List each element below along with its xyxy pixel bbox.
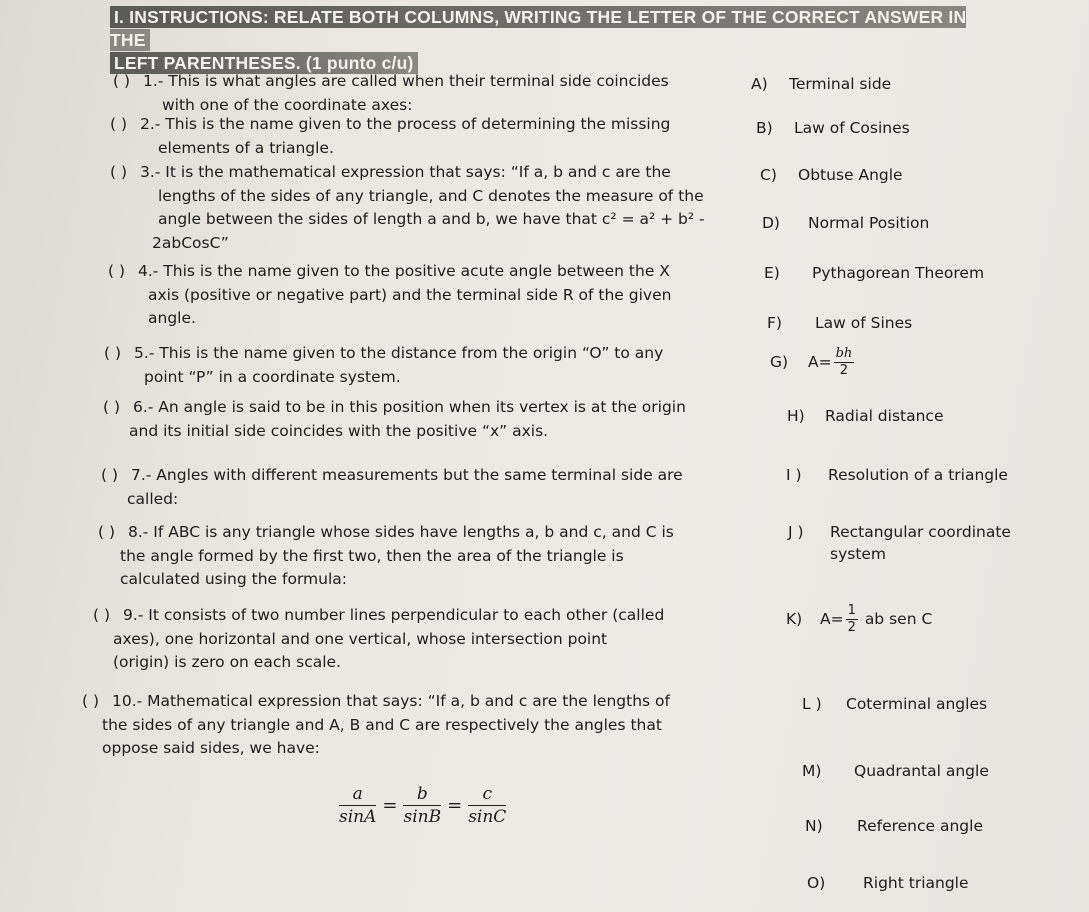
answer-I: I ) Resolution of a triangle	[786, 466, 1008, 484]
fraction-1-over-2: $\frac{1}{2}$	[847, 603, 856, 635]
answer-parenthesis[interactable]: ( )	[108, 262, 126, 280]
answer-parenthesis[interactable]: ( )	[110, 115, 128, 133]
question-5: ( ) 5.- This is the name given to the distance from the origin “O” to any point “P” in a coordinate system.	[104, 344, 664, 386]
question-9: ( ) 9.- It consists of two number lines perpendicular to each other (called axes), one horizontal and one vertical, whose intersection point (origin) is zero on each scale.	[93, 606, 665, 671]
question-7: ( ) 7.- Angles with different measurements but the same terminal side are called:	[101, 466, 683, 508]
question-1: ( ) 1.- This is what angles are called when their terminal side coincides with one of the coordinate axes:	[113, 72, 669, 114]
fraction-bh-over-2: $\frac{bh}{2}$	[835, 346, 853, 378]
answer-parenthesis[interactable]: ( )	[98, 523, 116, 541]
answer-G: G) A= $\frac{bh}{2}$	[770, 346, 853, 378]
question-10: ( ) 10.- Mathematical expression that says: “If a, b and c are the lengths of the sides of any triangle and A, B and C are respectively the angles that oppose said sides, we have:	[82, 692, 670, 757]
answer-E: E) Pythagorean Theorem	[764, 264, 985, 282]
answer-F: F) Law of Sines	[767, 314, 913, 332]
law-of-sines-formula: $\frac{a}{\sin A}$ = $\frac{b}{\sin B}$ = $\frac{c}{\sin C}$	[339, 784, 507, 827]
answer-parenthesis[interactable]: ( )	[101, 466, 119, 484]
answer-D: D) Normal Position	[762, 214, 930, 232]
answer-O: O) Right triangle	[807, 874, 969, 892]
question-4: ( ) 4.- This is the name given to the positive acute angle between the X axis (positive or negative part) and the terminal side R of the given angle.	[108, 262, 672, 327]
answer-parenthesis[interactable]: ( )	[93, 606, 111, 624]
instructions-line-2: LEFT PARENTHESES. (1 punto c/u)	[110, 52, 418, 74]
answer-parenthesis[interactable]: ( )	[113, 72, 131, 90]
fraction-c-over-sinC: $\frac{c}{\sin C}$	[468, 784, 507, 827]
answer-parenthesis[interactable]: ( )	[103, 398, 121, 416]
answer-H: H) Radial distance	[787, 407, 944, 425]
answer-parenthesis[interactable]: ( )	[110, 163, 128, 181]
question-3: ( ) 3.- It is the mathematical expression that says: “If a, b and c are the lengths of the sides of any triangle, and C denotes the measure of the angle between the sides of length a and b, we have that c² = a² + b² - 2abCosC”	[110, 163, 705, 252]
answer-C: C) Obtuse Angle	[760, 166, 903, 184]
answer-parenthesis[interactable]: ( )	[82, 692, 100, 710]
answer-parenthesis[interactable]: ( )	[104, 344, 122, 362]
answer-L: L ) Coterminal angles	[802, 695, 988, 713]
question-6: ( ) 6.- An angle is said to be in this position when its vertex is at the origin and its initial side coincides with the positive “x” axis.	[103, 398, 686, 440]
answer-A: A) Terminal side	[751, 75, 892, 93]
answer-K: K) A= $\frac{1}{2}$ ab sen C	[786, 603, 933, 635]
instructions-line-1: I. INSTRUCTIONS: RELATE BOTH COLUMNS, WRITING THE LETTER OF THE CORRECT ANSWER IN THE	[110, 7, 967, 50]
answer-M: M) Quadrantal angle	[802, 762, 989, 780]
fraction-b-over-sinB: $\frac{b}{\sin B}$	[403, 784, 442, 827]
question-8: ( ) 8.- If ABC is any triangle whose sides have lengths a, b and c, and C is the angle formed by the first two, then the area of the triangle is calculated using the formula:	[98, 523, 674, 588]
question-2: ( ) 2.- This is the name given to the process of determining the missing elements of a triangle.	[110, 115, 671, 157]
fraction-a-over-sinA: $\frac{a}{\sin A}$	[339, 784, 377, 827]
answer-J: J ) Rectangular coordinate system	[788, 523, 1011, 563]
answer-B: B) Law of Cosines	[756, 119, 910, 137]
answer-N: N) Reference angle	[805, 817, 983, 835]
instructions-header	[110, 6, 1010, 75]
